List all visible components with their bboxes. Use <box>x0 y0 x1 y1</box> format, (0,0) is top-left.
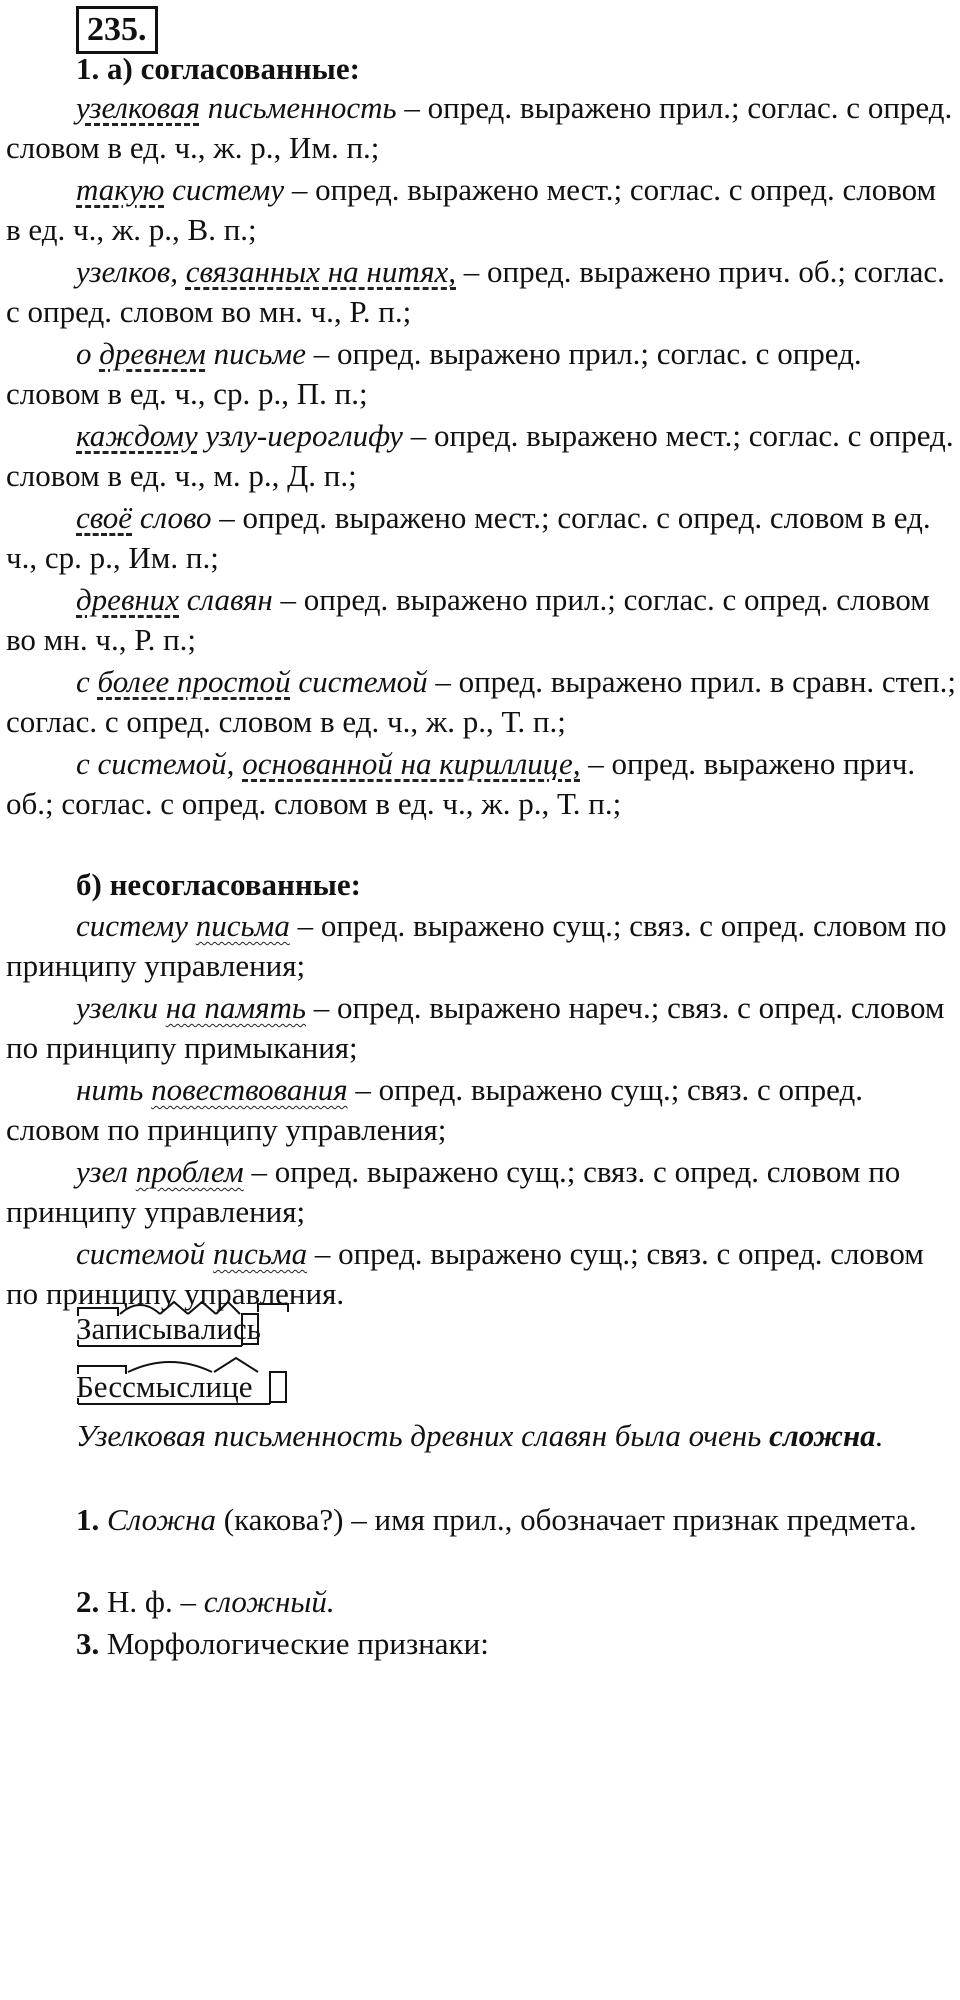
agreed-head-word: слово <box>132 500 212 535</box>
analysis-text: Морфологические признаки: <box>99 1626 489 1661</box>
ending-box <box>270 1372 286 1402</box>
exercise-number: 235. <box>76 6 158 54</box>
nonagreed-definition: письма <box>195 908 290 943</box>
agreed-head-word: славян <box>179 582 273 617</box>
nonagreed-definition: на память <box>165 990 307 1025</box>
agreed-explanation: – опред. выражено прил. в сравн. степ.; соглас. с опред. словом в ед. ч., ж. р., Т. п.; <box>6 664 956 739</box>
analysis-item-1 <box>6 1500 956 1540</box>
analysis-number: 2. <box>76 1584 100 1619</box>
nonagreed-head-word: систему <box>76 908 196 943</box>
suffix-mark <box>160 1302 188 1314</box>
postfix-mark <box>258 1304 288 1312</box>
nonagreed-definition: проблем <box>135 1154 244 1189</box>
nonagreed-explanation: – опред. выражено нареч.; связ. с опред. словом по принципу примыкания; <box>6 990 945 1065</box>
analysis-number: 3. <box>76 1626 100 1661</box>
agreed-preposition: с <box>76 664 98 699</box>
nonagreed-definition: повествования <box>151 1072 348 1107</box>
nonagreed-head-word: узелки <box>76 990 166 1025</box>
nonagreed-definition: письма <box>212 1236 308 1271</box>
nonagreed-explanation: – опред. выражено сущ.; связ. с опред. словом по принципу управления. <box>6 1236 924 1311</box>
sentence-end: . <box>875 1418 884 1453</box>
sentence-bold-word: сложна <box>769 1418 876 1453</box>
section-heading-agreed: 1. а) согласованные: <box>76 51 360 86</box>
analysis-text: (какова?) – имя прил., обозначает признак предмета. <box>216 1502 917 1537</box>
nonagreed-explanation: – опред. выражено сущ.; связ. с опред. словом по принципу управления; <box>6 1154 901 1229</box>
agreed-explanation: – опред. выражено прич. об.; соглас. с опред. словом в ед. ч., ж. р., Т. п.; <box>6 746 916 821</box>
analysis-word: Сложна <box>107 1502 217 1537</box>
agreed-explanation: – опред. выражено прич. об.; соглас. с опред. словом во мн. ч., Р. п.; <box>6 254 945 329</box>
nonagreed-explanation: – опред. выражено сущ.; связ. с опред. словом по принципу управления; <box>6 908 947 983</box>
nonagreed-head-word: нить <box>76 1072 152 1107</box>
analysis-number: 1. <box>76 1502 100 1537</box>
agreed-head-word: узелков, <box>76 254 186 289</box>
agreed-definition: более простой <box>97 664 291 699</box>
example-sentence <box>6 1416 956 1456</box>
root-arc <box>120 1305 160 1314</box>
agreed-head-word: с системой, <box>76 746 243 781</box>
analysis-item-2 <box>6 1582 956 1622</box>
prefix-mark <box>78 1308 118 1316</box>
ending-box <box>242 1314 258 1344</box>
nonagreed-head-word: системой <box>76 1236 213 1271</box>
agreed-definition: каждому <box>76 418 198 453</box>
agreed-explanation: – опред. выражено прил.; соглас. с опред. словом в ед. ч., ж. р., Им. п.; <box>6 90 953 165</box>
morphemic-word-2: Бессмыслице <box>76 1369 253 1404</box>
agreed-explanation: – опред. выражено мест.; соглас. с опред. словом в ед. ч., ж. р., В. п.; <box>6 172 937 247</box>
agreed-explanation: – опред. выражено прил.; соглас. с опред. словом во мн. ч., Р. п.; <box>6 582 930 657</box>
analysis-label: Н. ф. – <box>99 1584 204 1619</box>
agreed-explanation: – опред. выражено мест.; соглас. с опред. словом в ед. ч., м. р., Д. п.; <box>6 418 954 493</box>
agreed-head-word: письме <box>205 336 306 371</box>
agreed-explanation: – опред. выражено прил.; соглас. с опред. словом в ед. ч., ср. р., П. п.; <box>6 336 862 411</box>
agreed-head-word: узлу-иероглифу <box>197 418 403 453</box>
agreed-definition: такую <box>76 172 165 207</box>
agreed-head-word: систему <box>164 172 285 207</box>
agreed-definition: своё <box>76 500 133 535</box>
nonagreed-head-word: узел <box>76 1154 136 1189</box>
sentence-text: Узелковая письменность древних славян была очень <box>76 1418 770 1453</box>
suffix-mark <box>216 1302 240 1314</box>
agreed-definition: узелковая <box>76 90 200 125</box>
analysis-item-3 <box>6 1624 956 1664</box>
analysis-word: сложный. <box>203 1584 335 1619</box>
agreed-preposition: о <box>76 336 100 371</box>
agreed-head-word: системой <box>290 664 428 699</box>
agreed-definition: древнем <box>99 336 206 371</box>
agreed-definition: связанных на нитях, <box>185 254 457 289</box>
agreed-definition: древних <box>76 582 180 617</box>
agreed-definition: основанной на кириллице, <box>242 746 581 781</box>
agreed-head-word: письменность <box>199 90 397 125</box>
suffix-mark <box>188 1302 216 1314</box>
nonagreed-explanation: – опред. выражено сущ.; связ. с опред. словом по принципу управления; <box>6 1072 864 1147</box>
agreed-explanation: – опред. выражено мест.; соглас. с опред. словом в ед. ч., ср. р., Им. п.; <box>6 500 931 575</box>
morphemic-word-1: Записывались <box>76 1311 261 1346</box>
section-heading-nonagreed: б) несогласованные: <box>76 867 361 902</box>
